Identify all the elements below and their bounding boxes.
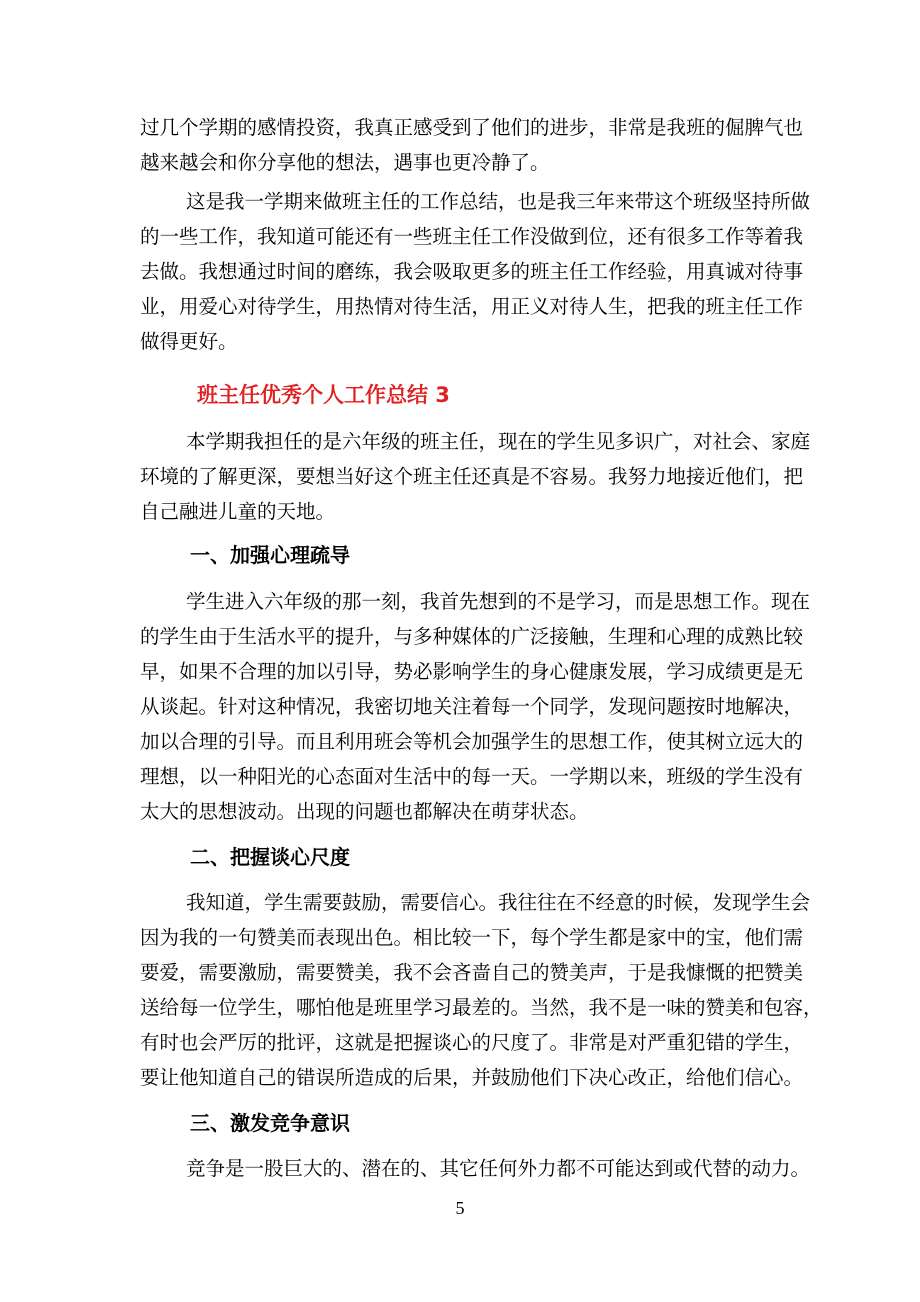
text-line: 有时也会严厉的批评，这就是把握谈心的尺度了。非常是对严重犯错的学生， [140,1031,804,1054]
section-title: 班主任优秀个人工作总结 3 [197,383,450,407]
text-line: 本学期我担任的是六年级的班主任，现在的学生见多识广，对社会、家庭 [186,430,811,453]
text-line: 越来越会和你分享他的想法，遇事也更冷静了。 [140,151,550,174]
paragraph-opening [140,424,811,529]
text-line: 这是我一学期来做班主任的工作总结，也是我三年来带这个班级坚持所做 [186,190,811,213]
paragraph-heart-to-heart [140,885,823,1095]
heading-competition: 三、激发竞争意识 [190,1111,350,1135]
text-line: 因为我的一句赞美而表现出色。相比较一下，每个学生都是家中的宝，他们需 [140,926,804,949]
text-line: 过几个学期的感情投资，我真正感受到了他们的进步，非常是我班的倔脾气也 [140,116,804,139]
text-line: 加以合理的引导。而且利用班会等机会加强学生的思想工作，使其树立远大的 [140,730,804,753]
text-line: 学生进入六年级的那一刻，我首先想到的不是学习，而是思想工作。现在 [186,590,811,613]
paragraph-intro-continued [140,110,804,180]
paragraph-psychological-guidance [140,584,811,829]
text-line: 环境的了解更深，要想当好这个班主任还真是不容易。我努力地接近他们，把 [140,465,804,488]
text-line: 做得更好。 [140,330,238,353]
text-line: 要让他知道自己的错误所造成的后果，并鼓励他们下决心改正，给他们信心。 [140,1066,804,1089]
text-line: 的学生由于生活水平的提升，与多种媒体的广泛接触，生理和心理的成熟比较 [140,625,804,648]
page-number: 5 [455,1198,465,1218]
text-line: 竞争是一股巨大的、潜在的、其它任何外力都不可能达到或代替的动力。 [186,1157,811,1180]
paragraph-competition [140,1151,811,1186]
heading-psychological-guidance: 一、加强心理疏导 [190,543,350,567]
text-line: 早，如果不合理的加以引导，势必影响学生的身心健康发展，学习成绩更是无 [140,660,804,683]
text-line: 从谈起。针对这种情况，我密切地关注着每一个同学，发现问题按时地解决， [140,695,804,718]
paragraph-summary [140,184,811,359]
text-line: 去做。我想通过时间的磨练，我会吸取更多的班主任工作经验，用真诚对待事 [140,260,804,283]
text-line: 太大的思想波动。出现的问题也都解决在萌芽状态。 [140,800,589,823]
text-line: 理想，以一种阳光的心态面对生活中的每一天。一学期以来，班级的学生没有 [140,765,804,788]
text-line: 要爱，需要激励，需要赞美，我不会吝啬自己的赞美声，于是我慷慨的把赞美 [140,961,804,984]
text-line: 我知道，学生需要鼓励，需要信心。我往往在不经意的时候，发现学生会 [186,891,811,914]
text-line: 送给每一位学生，哪怕他是班里学习最差的。当然，我不是一味的赞美和包容， [140,996,823,1019]
text-line: 的一些工作，我知道可能还有一些班主任工作没做到位，还有很多工作等着我 [140,225,804,248]
text-line: 业，用爱心对待学生，用热情对待生活，用正义对待人生，把我的班主任工作 [140,295,804,318]
text-line: 自己融进儿童的天地。 [140,500,336,523]
heading-heart-to-heart: 二、把握谈心尺度 [190,845,350,869]
